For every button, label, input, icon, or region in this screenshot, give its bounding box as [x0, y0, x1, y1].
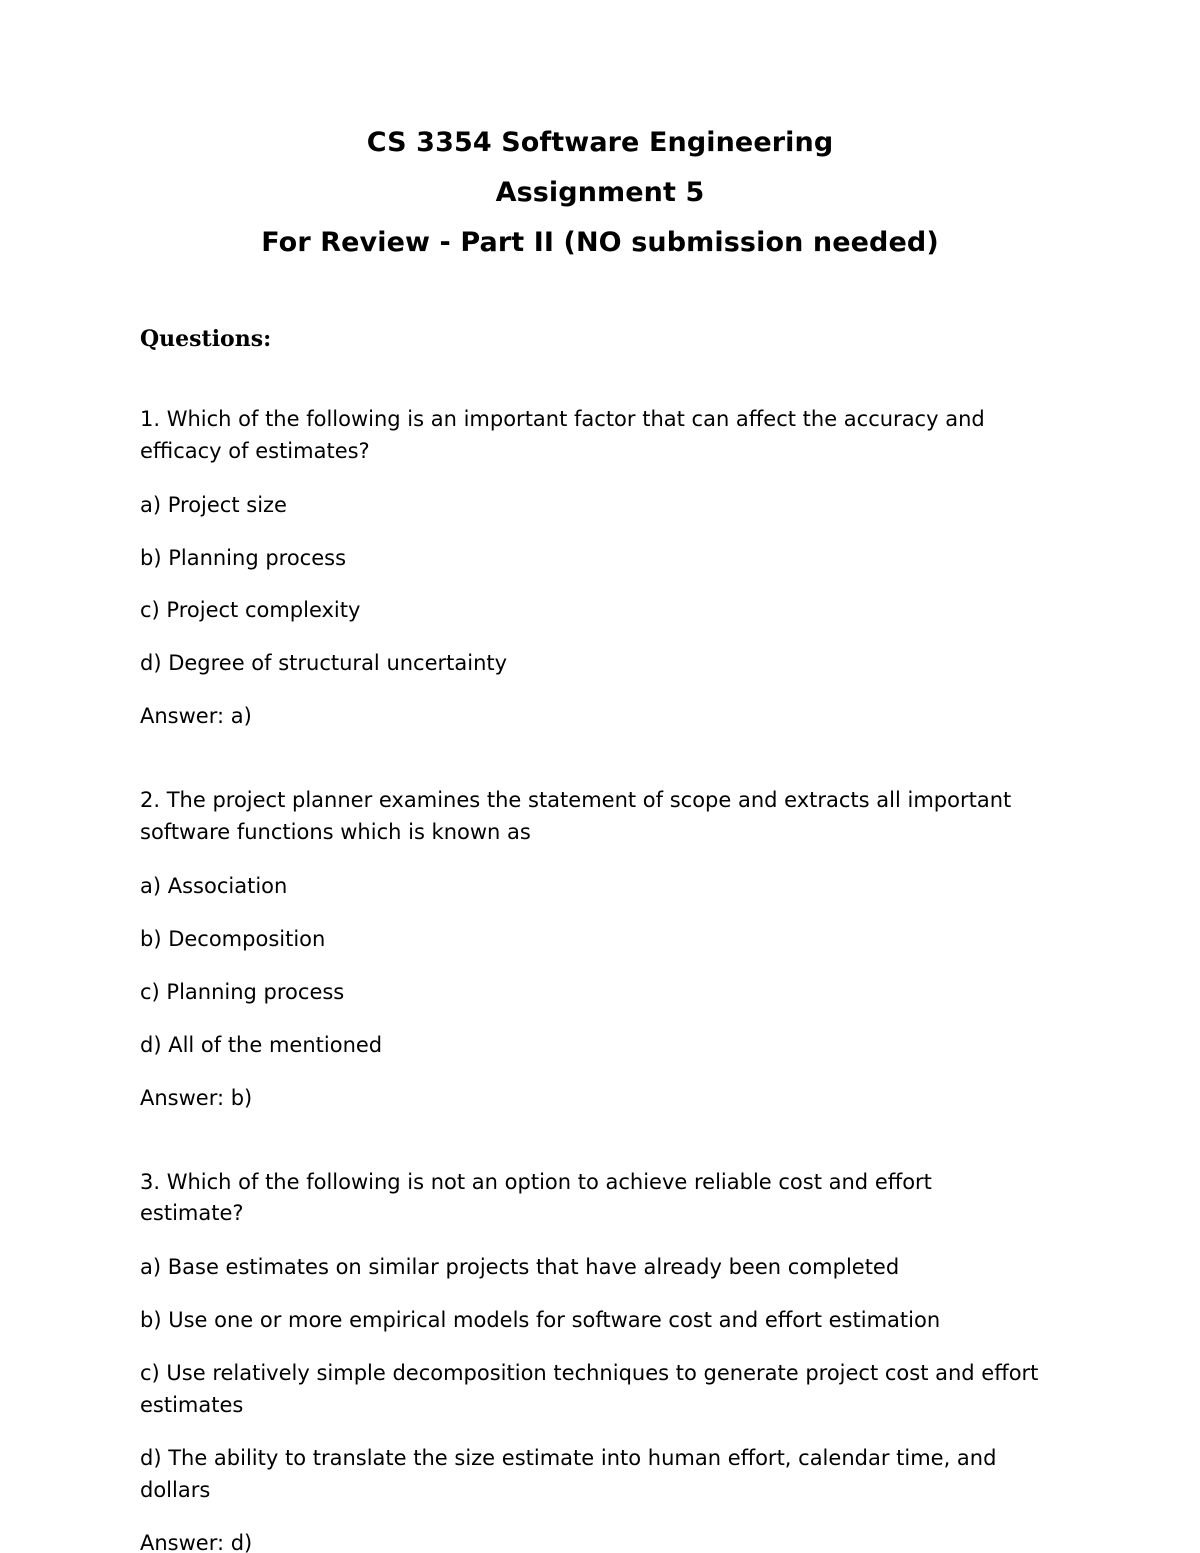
question-option: b) Planning process: [140, 545, 347, 570]
question-answer: Answer: b): [140, 1085, 253, 1110]
question-item: [140, 785, 1060, 1114]
title-line-subtitle: For Review - Part II (NO submission needed): [261, 226, 939, 258]
question-option: a) Project size: [140, 492, 287, 517]
question-stem: 1. Which of the following is an important factor that can affect the accuracy and efficacy of estimates?: [140, 406, 985, 463]
document-title: [140, 118, 1060, 268]
questions-heading: Questions:: [140, 325, 272, 352]
question-option: c) Planning process: [140, 979, 345, 1004]
question-option: a) Association: [140, 873, 288, 898]
question-option: b) Decomposition: [140, 926, 326, 951]
title-line-course: CS 3354 Software Engineering: [366, 127, 834, 158]
question-item: [140, 404, 1060, 733]
question-option: d) The ability to translate the size estimate into human effort, calendar time, and dollars: [140, 1445, 997, 1502]
question-option: c) Use relatively simple decomposition techniques to generate project cost and effort estimates: [140, 1361, 1039, 1418]
question-option: b) Use one or more empirical models for software cost and effort estimation: [140, 1308, 941, 1333]
question-stem: 3. Which of the following is not an option to achieve reliable cost and effort estimate?: [140, 1169, 932, 1226]
question-item: [140, 1167, 1060, 1553]
question-option: d) All of the mentioned: [140, 1032, 383, 1057]
question-option: a) Base estimates on similar projects that have already been completed: [140, 1255, 900, 1280]
question-stem: 2. The project planner examines the statement of scope and extracts all important software functions which is known as: [140, 788, 1012, 845]
title-line-assignment: Assignment 5: [495, 176, 705, 208]
question-answer: Answer: d): [140, 1530, 253, 1553]
question-option: d) Degree of structural uncertainty: [140, 651, 508, 676]
question-option: c) Project complexity: [140, 598, 361, 623]
question-answer: Answer: a): [140, 704, 252, 729]
